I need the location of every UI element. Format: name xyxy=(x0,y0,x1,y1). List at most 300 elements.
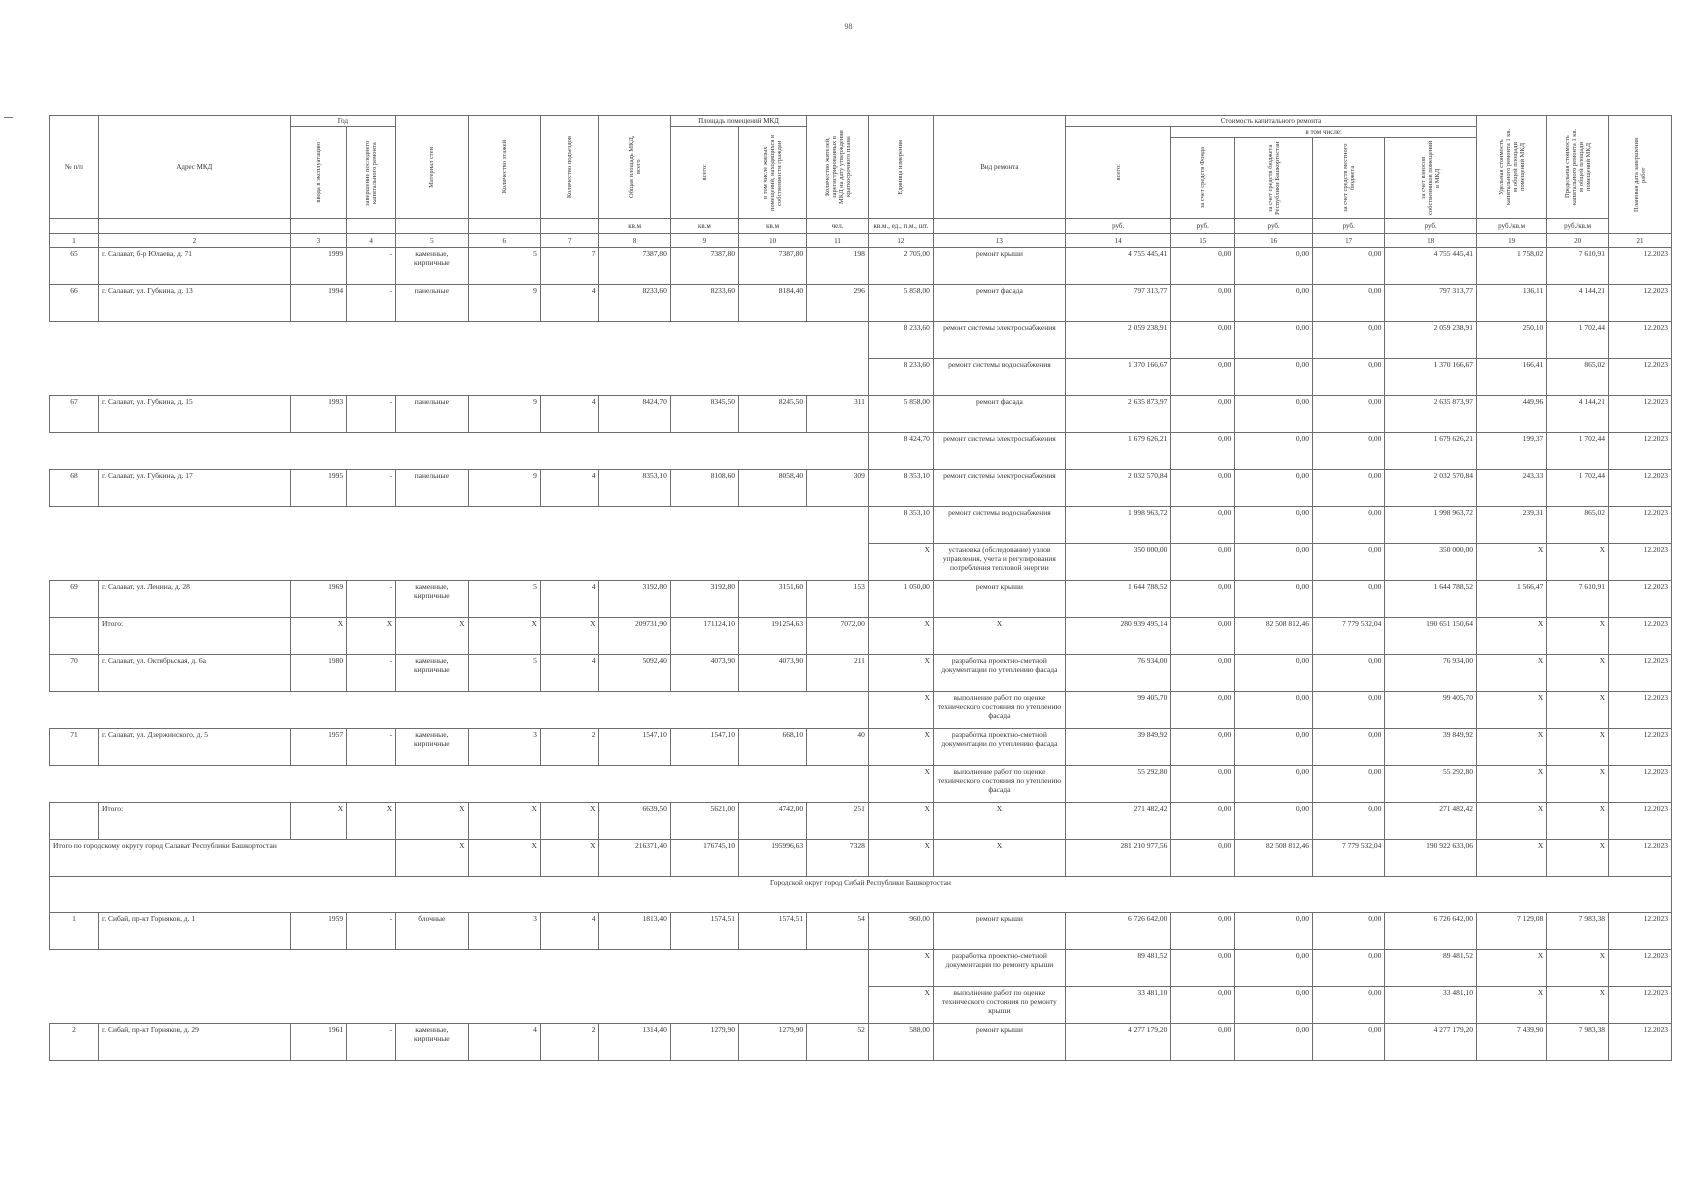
planned-date-cell: 12.2023 xyxy=(1609,285,1672,322)
blank-cell xyxy=(98,987,290,1024)
floors-cell: 9 xyxy=(468,285,540,322)
work-row xyxy=(50,692,1672,729)
cost-owners-cell: 55 292,80 xyxy=(1385,766,1477,803)
limit-cost-cell: Х xyxy=(1547,803,1609,840)
subtotal-row xyxy=(50,618,1672,655)
cost-local-cell: 0,00 xyxy=(1312,396,1384,433)
blank-cell xyxy=(396,507,468,544)
year-commission-cell: 1995 xyxy=(290,470,346,507)
limit-cost-cell: 1 702,44 xyxy=(1547,433,1609,470)
cost-fund-cell: 0,00 xyxy=(1171,359,1235,396)
floors-cell: 5 xyxy=(468,655,540,692)
wall-material-cell: каменные, кирпичные xyxy=(396,248,468,285)
residents-cell: 198 xyxy=(807,248,869,285)
unit-cell: кв.м xyxy=(670,219,738,234)
blank-cell xyxy=(50,544,99,581)
cost-republic-cell: 0,00 xyxy=(1235,729,1313,766)
unit-cost-cell: Х xyxy=(1476,544,1546,581)
area-all-cell: 1574,51 xyxy=(670,913,738,950)
column-number: 11 xyxy=(807,234,869,248)
blank-cell xyxy=(738,544,806,581)
table-row xyxy=(50,248,1672,285)
blank-cell xyxy=(50,359,99,396)
wall-material-cell: панельные xyxy=(396,285,468,322)
area-all-cell: 3192,80 xyxy=(670,581,738,618)
cost-total-cell: 797 313,77 xyxy=(1065,285,1170,322)
limit-cost-cell: Х xyxy=(1547,692,1609,729)
column-number: 12 xyxy=(868,234,933,248)
work-type-cell: ремонт фасада xyxy=(933,285,1065,322)
unit-cell xyxy=(396,219,468,234)
cost-fund-cell: 0,00 xyxy=(1171,507,1235,544)
column-number: 8 xyxy=(599,234,670,248)
unit-cell xyxy=(933,219,1065,234)
column-number: 13 xyxy=(933,234,1065,248)
work-row xyxy=(50,987,1672,1024)
planned-date-cell: 12.2023 xyxy=(1609,322,1672,359)
area-residential-cell: 8245,50 xyxy=(738,396,806,433)
cost-fund-cell: 0,00 xyxy=(1171,803,1235,840)
blank-cell xyxy=(738,359,806,396)
unit-cost-cell: Х xyxy=(1476,803,1546,840)
year-commission-cell: 1994 xyxy=(290,285,346,322)
cost-republic-cell: 0,00 xyxy=(1235,470,1313,507)
wall-material-cell: Х xyxy=(396,618,468,655)
blank-cell xyxy=(347,433,396,470)
blank-cell xyxy=(468,507,540,544)
unit-cost-cell: 1 566,47 xyxy=(1476,581,1546,618)
cost-republic-cell: 82 508 812,46 xyxy=(1235,840,1313,877)
header-unit: Единица измерения xyxy=(868,116,933,219)
work-type-cell: Х xyxy=(933,618,1065,655)
year-commission-cell: 1969 xyxy=(290,581,346,618)
cost-republic-cell: 0,00 xyxy=(1235,803,1313,840)
unit-value-cell: Х xyxy=(868,803,933,840)
cost-total-cell: 1 998 963,72 xyxy=(1065,507,1170,544)
area-residential-cell: 191254,63 xyxy=(738,618,806,655)
cost-republic-cell: 0,00 xyxy=(1235,950,1313,987)
header-residents: Количество жителей, зарегистрированных в МКД на дату утверждения краткосрочного плана xyxy=(807,116,869,219)
floors-cell: 3 xyxy=(468,913,540,950)
cost-owners-cell: 1 679 626,21 xyxy=(1385,433,1477,470)
year-last-repair-cell: - xyxy=(347,470,396,507)
wall-material-cell: Х xyxy=(396,803,468,840)
header-wall-material: Материал стен xyxy=(396,116,468,219)
work-type-cell: ремонт системы водоснабжения xyxy=(933,507,1065,544)
work-type-cell: ремонт системы водоснабжения xyxy=(933,359,1065,396)
address-cell: г. Сибай, пр-кт Горняков, д. 1 xyxy=(98,913,290,950)
area-all-cell: 8108,60 xyxy=(670,470,738,507)
cost-total-cell: 1 644 788,52 xyxy=(1065,581,1170,618)
address-cell: г. Салават, ул. Губкина, д. 13 xyxy=(98,285,290,322)
total-area-cell: 8233,60 xyxy=(599,285,670,322)
blank-cell xyxy=(468,692,540,729)
table-row xyxy=(50,581,1672,618)
cost-owners-cell: 1 998 963,72 xyxy=(1385,507,1477,544)
blank-cell xyxy=(540,507,599,544)
unit-cell xyxy=(98,219,290,234)
cost-owners-cell: 1 370 166,67 xyxy=(1385,359,1477,396)
cost-fund-cell: 0,00 xyxy=(1171,396,1235,433)
cost-republic-cell: 0,00 xyxy=(1235,248,1313,285)
cost-local-cell: 0,00 xyxy=(1312,544,1384,581)
blank-cell xyxy=(738,987,806,1024)
planned-date-cell: 12.2023 xyxy=(1609,913,1672,950)
cost-republic-cell: 0,00 xyxy=(1235,987,1313,1024)
planned-date-cell: 12.2023 xyxy=(1609,433,1672,470)
year-commission-cell: 1957 xyxy=(290,729,346,766)
cost-total-cell: 2 059 238,91 xyxy=(1065,322,1170,359)
area-all-cell: 7387,80 xyxy=(670,248,738,285)
planned-date-cell: 12.2023 xyxy=(1609,692,1672,729)
blank-cell xyxy=(396,322,468,359)
blank-cell xyxy=(807,544,869,581)
area-all-cell: 4073,90 xyxy=(670,655,738,692)
cost-local-cell: 0,00 xyxy=(1312,359,1384,396)
header-unit-cost: Удельная стоимость капитального ремонта 1 кв. м общей площади помещений МКД xyxy=(1476,116,1546,219)
address-cell: г. Салават, б-р Юлаева, д. 71 xyxy=(98,248,290,285)
total-area-cell: 1813,40 xyxy=(599,913,670,950)
blank-cell xyxy=(98,692,290,729)
blank-cell xyxy=(670,987,738,1024)
year-commission-cell: 1999 xyxy=(290,248,346,285)
cost-republic-cell: 0,00 xyxy=(1235,544,1313,581)
floors-cell: Х xyxy=(468,840,540,877)
work-type-cell: разработка проектно-сметной документации по утеплению фасада xyxy=(933,655,1065,692)
cost-local-cell: 0,00 xyxy=(1312,766,1384,803)
limit-cost-cell: Х xyxy=(1547,655,1609,692)
header-group-area: Площадь помещений МКД xyxy=(670,116,806,127)
row-number-cell: 1 xyxy=(50,913,99,950)
unit-value-cell: 2 705,00 xyxy=(868,248,933,285)
area-residential-cell: 4742,00 xyxy=(738,803,806,840)
year-commission-cell: 1959 xyxy=(290,913,346,950)
blank-cell xyxy=(599,987,670,1024)
blank-cell xyxy=(738,692,806,729)
blank-cell xyxy=(807,322,869,359)
work-type-cell: разработка проектно-сметной документации по ремонту крыши xyxy=(933,950,1065,987)
row-number-cell: 68 xyxy=(50,470,99,507)
floors-cell: 9 xyxy=(468,396,540,433)
cost-republic-cell: 82 508 812,46 xyxy=(1235,618,1313,655)
capital-repair-register-table xyxy=(49,115,1672,1061)
address-cell: г. Салават, ул. Ленина, д. 28 xyxy=(98,581,290,618)
unit-cost-cell: Х xyxy=(1476,987,1546,1024)
cost-fund-cell: 0,00 xyxy=(1171,655,1235,692)
unit-cost-cell: 7 439,90 xyxy=(1476,1024,1546,1061)
unit-value-cell: Х xyxy=(868,950,933,987)
column-number: 6 xyxy=(468,234,540,248)
entrances-cell: 2 xyxy=(540,729,599,766)
blank-cell xyxy=(396,433,468,470)
blank-cell xyxy=(396,359,468,396)
header-group-year: Год xyxy=(290,116,395,127)
cost-fund-cell: 0,00 xyxy=(1171,470,1235,507)
limit-cost-cell: 7 610,91 xyxy=(1547,581,1609,618)
blank-cell xyxy=(670,766,738,803)
work-row xyxy=(50,433,1672,470)
planned-date-cell: 12.2023 xyxy=(1609,987,1672,1024)
header-cost-fund: за счет средств Фонда xyxy=(1171,138,1235,219)
unit-cell: кв.м., ед., п.м., шт. xyxy=(868,219,933,234)
cost-local-cell: 0,00 xyxy=(1312,987,1384,1024)
work-row xyxy=(50,766,1672,803)
blank-cell xyxy=(290,322,346,359)
planned-date-cell: 12.2023 xyxy=(1609,803,1672,840)
address-cell: г. Сибай, пр-кт Горняков, д. 29 xyxy=(98,1024,290,1061)
blank-cell xyxy=(468,987,540,1024)
unit-cell: руб. xyxy=(1312,219,1384,234)
cost-owners-cell: 76 934,00 xyxy=(1385,655,1477,692)
margin-mark xyxy=(4,117,13,118)
blank-cell xyxy=(807,950,869,987)
wall-material-cell: панельные xyxy=(396,470,468,507)
area-all-cell: 8345,50 xyxy=(670,396,738,433)
row-number-cell xyxy=(50,618,99,655)
residents-cell: 40 xyxy=(807,729,869,766)
area-residential-cell: 8184,40 xyxy=(738,285,806,322)
cost-owners-cell: 2 032 570,84 xyxy=(1385,470,1477,507)
unit-cost-cell: Х xyxy=(1476,655,1546,692)
column-number: 17 xyxy=(1312,234,1384,248)
column-number: 10 xyxy=(738,234,806,248)
row-number-cell: 66 xyxy=(50,285,99,322)
blank-cell xyxy=(396,766,468,803)
unit-value-cell: 960,00 xyxy=(868,913,933,950)
entrances-cell: Х xyxy=(540,803,599,840)
unit-cell: руб. xyxy=(1235,219,1313,234)
cost-owners-cell: 2 059 238,91 xyxy=(1385,322,1477,359)
cost-local-cell: 0,00 xyxy=(1312,470,1384,507)
header-cost-total: всего: xyxy=(1065,127,1170,219)
blank-cell xyxy=(98,507,290,544)
year-last-repair-cell: - xyxy=(347,285,396,322)
cost-republic-cell: 0,00 xyxy=(1235,433,1313,470)
section-row xyxy=(50,877,1672,913)
cost-local-cell: 0,00 xyxy=(1312,692,1384,729)
cost-republic-cell: 0,00 xyxy=(1235,285,1313,322)
cost-total-cell: 280 939 495,14 xyxy=(1065,618,1170,655)
entrances-cell: 2 xyxy=(540,1024,599,1061)
cost-owners-cell: 797 313,77 xyxy=(1385,285,1477,322)
year-commission-cell: 1993 xyxy=(290,396,346,433)
blank-cell xyxy=(540,692,599,729)
blank-cell xyxy=(290,507,346,544)
year-last-repair-cell: Х xyxy=(347,803,396,840)
limit-cost-cell: 4 144,21 xyxy=(1547,396,1609,433)
entrances-cell: 4 xyxy=(540,913,599,950)
blank-cell xyxy=(670,322,738,359)
floors-cell: Х xyxy=(468,618,540,655)
blank-cell xyxy=(290,950,346,987)
blank-cell xyxy=(670,507,738,544)
work-type-cell: Х xyxy=(933,840,1065,877)
total-area-cell: 1547,10 xyxy=(599,729,670,766)
limit-cost-cell: 4 144,21 xyxy=(1547,285,1609,322)
table-row xyxy=(50,396,1672,433)
cost-republic-cell: 0,00 xyxy=(1235,913,1313,950)
cost-republic-cell: 0,00 xyxy=(1235,581,1313,618)
cost-total-cell: 76 934,00 xyxy=(1065,655,1170,692)
cost-owners-cell: 1 644 788,52 xyxy=(1385,581,1477,618)
header-cost-local: за счет средств местного бюджета xyxy=(1312,138,1384,219)
unit-cell: кв.м xyxy=(738,219,806,234)
header-year-last-repair: завершение последнего капитального ремонта xyxy=(347,127,396,219)
unit-cell: руб./кв.м xyxy=(1476,219,1546,234)
work-type-cell: установка (обследование) узлов управления, учета и регулирования потребления тепловой энергии xyxy=(933,544,1065,581)
blank-cell xyxy=(540,359,599,396)
table-row xyxy=(50,1024,1672,1061)
cost-total-cell: 2 635 873,97 xyxy=(1065,396,1170,433)
blank-cell xyxy=(290,987,346,1024)
table-row xyxy=(50,913,1672,950)
total-area-cell: 216371,40 xyxy=(599,840,670,877)
blank-cell xyxy=(468,359,540,396)
blank-cell xyxy=(347,544,396,581)
work-type-cell: ремонт фасада xyxy=(933,396,1065,433)
cost-owners-cell: 6 726 642,00 xyxy=(1385,913,1477,950)
cost-local-cell: 0,00 xyxy=(1312,950,1384,987)
entrances-cell: 7 xyxy=(540,248,599,285)
cost-local-cell: 0,00 xyxy=(1312,913,1384,950)
work-type-cell: ремонт крыши xyxy=(933,581,1065,618)
residents-cell: 309 xyxy=(807,470,869,507)
work-row xyxy=(50,322,1672,359)
unit-cell xyxy=(347,219,396,234)
cost-local-cell: 0,00 xyxy=(1312,1024,1384,1061)
blank-cell xyxy=(396,950,468,987)
blank-cell xyxy=(738,766,806,803)
address-cell: Итого: xyxy=(98,803,290,840)
blank-cell xyxy=(468,544,540,581)
area-residential-cell: 7387,80 xyxy=(738,248,806,285)
area-residential-cell: 3151,60 xyxy=(738,581,806,618)
unit-value-cell: Х xyxy=(868,987,933,1024)
row-number-cell xyxy=(50,803,99,840)
cost-fund-cell: 0,00 xyxy=(1171,618,1235,655)
total-area-cell: 209731,90 xyxy=(599,618,670,655)
cost-total-cell: 6 726 642,00 xyxy=(1065,913,1170,950)
work-type-cell: ремонт системы электроснабжения xyxy=(933,322,1065,359)
area-all-cell: 1547,10 xyxy=(670,729,738,766)
blank-cell xyxy=(540,950,599,987)
unit-cell xyxy=(290,219,346,234)
unit-value-cell: 8 353,10 xyxy=(868,470,933,507)
header-area-all: всего: xyxy=(670,127,738,219)
table-body xyxy=(50,248,1672,1061)
cost-total-cell: 33 481,10 xyxy=(1065,987,1170,1024)
blank-cell xyxy=(807,766,869,803)
blank-cell xyxy=(290,544,346,581)
limit-cost-cell: Х xyxy=(1547,950,1609,987)
cost-fund-cell: 0,00 xyxy=(1171,322,1235,359)
blank-cell xyxy=(670,544,738,581)
blank-cell xyxy=(290,359,346,396)
cost-owners-cell: 271 482,42 xyxy=(1385,803,1477,840)
cost-total-cell: 1 679 626,21 xyxy=(1065,433,1170,470)
floors-cell: Х xyxy=(468,803,540,840)
unit-cost-cell: 243,33 xyxy=(1476,470,1546,507)
blank-cell xyxy=(98,322,290,359)
floors-cell: 5 xyxy=(468,248,540,285)
cost-local-cell: 0,00 xyxy=(1312,655,1384,692)
wall-material-cell: блочные xyxy=(396,913,468,950)
unit-value-cell: 5 858,00 xyxy=(868,396,933,433)
header-limit-cost: Предельная стоимость капитального ремонта 1 кв. м общей площади помещений МКД xyxy=(1547,116,1609,219)
work-row xyxy=(50,544,1672,581)
planned-date-cell: 12.2023 xyxy=(1609,470,1672,507)
year-last-repair-cell: - xyxy=(347,581,396,618)
blank-cell xyxy=(396,692,468,729)
blank-cell xyxy=(50,987,99,1024)
blank-cell xyxy=(599,507,670,544)
address-cell: г. Салават, ул. Дзержинского, д. 5 xyxy=(98,729,290,766)
limit-cost-cell: 7 610,91 xyxy=(1547,248,1609,285)
total-area-cell: 7387,80 xyxy=(599,248,670,285)
work-type-cell: разработка проектно-сметной документации по утеплению фасада xyxy=(933,729,1065,766)
area-residential-cell: 1574,51 xyxy=(738,913,806,950)
cost-total-cell: 99 405,70 xyxy=(1065,692,1170,729)
header-no: № п/п xyxy=(50,116,99,219)
header-address: Адрес МКД xyxy=(98,116,290,219)
cost-total-cell: 4 755 445,41 xyxy=(1065,248,1170,285)
column-number: 1 xyxy=(50,234,99,248)
limit-cost-cell: Х xyxy=(1547,987,1609,1024)
planned-date-cell: 12.2023 xyxy=(1609,729,1672,766)
column-number: 4 xyxy=(347,234,396,248)
floors-cell: 3 xyxy=(468,729,540,766)
work-type-cell: ремонт крыши xyxy=(933,913,1065,950)
residents-cell: 251 xyxy=(807,803,869,840)
cost-total-cell: 55 292,80 xyxy=(1065,766,1170,803)
unit-cost-cell: 239,31 xyxy=(1476,507,1546,544)
column-number: 5 xyxy=(396,234,468,248)
entrances-cell: 4 xyxy=(540,581,599,618)
floors-cell: 4 xyxy=(468,1024,540,1061)
blank-cell xyxy=(98,544,290,581)
cost-local-cell: 7 779 532,04 xyxy=(1312,618,1384,655)
blank-cell xyxy=(599,950,670,987)
cost-republic-cell: 0,00 xyxy=(1235,396,1313,433)
year-commission-cell: Х xyxy=(290,803,346,840)
blank-cell xyxy=(599,544,670,581)
cost-fund-cell: 0,00 xyxy=(1171,729,1235,766)
district-total-row xyxy=(50,840,1672,877)
header-year-commission: ввода в эксплуатацию xyxy=(290,127,346,219)
cost-owners-cell: 89 481,52 xyxy=(1385,950,1477,987)
limit-cost-cell: 865,02 xyxy=(1547,359,1609,396)
cost-fund-cell: 0,00 xyxy=(1171,544,1235,581)
cost-owners-cell: 99 405,70 xyxy=(1385,692,1477,729)
planned-date-cell: 12.2023 xyxy=(1609,950,1672,987)
unit-cost-cell: Х xyxy=(1476,729,1546,766)
cost-republic-cell: 0,00 xyxy=(1235,655,1313,692)
area-residential-cell: 668,10 xyxy=(738,729,806,766)
cost-fund-cell: 0,00 xyxy=(1171,248,1235,285)
area-residential-cell: 8058,40 xyxy=(738,470,806,507)
unit-cost-cell: 250,10 xyxy=(1476,322,1546,359)
blank-cell xyxy=(468,766,540,803)
unit-cost-cell: Х xyxy=(1476,692,1546,729)
unit-value-cell: Х xyxy=(868,618,933,655)
cost-local-cell: 0,00 xyxy=(1312,322,1384,359)
blank-cell xyxy=(290,766,346,803)
blank-cell xyxy=(738,322,806,359)
blank-cell xyxy=(98,950,290,987)
blank-cell xyxy=(738,507,806,544)
work-row xyxy=(50,359,1672,396)
blank-cell xyxy=(50,433,99,470)
